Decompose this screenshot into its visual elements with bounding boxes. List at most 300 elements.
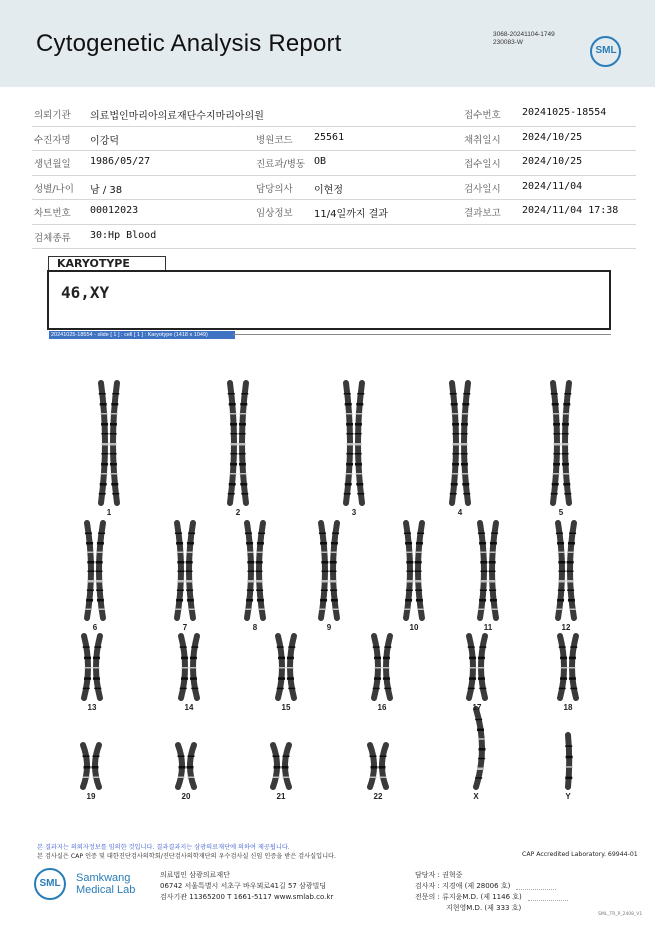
chromosome-13b	[93, 636, 102, 698]
report-title: Cytogenetic Analysis Report	[36, 30, 342, 57]
chromosome-20b	[187, 745, 195, 787]
collect-date-value: 2024/10/25	[522, 131, 583, 143]
chromosome-band	[241, 393, 248, 395]
chromosome-band	[568, 599, 575, 602]
karyogram-image	[40, 348, 640, 808]
report-header	[0, 0, 655, 87]
chromosome-band	[480, 561, 487, 564]
chromosome-band	[98, 609, 105, 611]
chromosome-band	[257, 542, 264, 545]
lab-name-line1: Samkwang	[76, 872, 131, 884]
chromosome-label-10: 10	[409, 623, 419, 632]
footer-logo-text: SML	[39, 878, 61, 889]
info-row	[32, 200, 636, 225]
chromosome-band	[417, 533, 424, 535]
chromosome-band	[283, 756, 290, 758]
chromosome-20a	[178, 745, 186, 787]
report-value: 2024/11/04 17:38	[522, 205, 619, 216]
chromosome-19a	[83, 745, 91, 787]
chromosome-band	[96, 552, 103, 554]
chromosome-band	[321, 590, 328, 592]
chromosome-1b	[110, 383, 120, 503]
chromosome-band	[278, 677, 285, 680]
chromosome-label-4: 4	[457, 508, 463, 517]
chromosome-band	[92, 766, 99, 769]
chromosome-band	[469, 657, 476, 660]
receipt-no-value: 20241025-18554	[522, 107, 607, 118]
chromosome-band	[83, 777, 90, 779]
chromosome-band	[559, 571, 566, 573]
chromosome-band	[96, 590, 103, 592]
chromosome-band	[93, 777, 100, 779]
chromosome-band	[86, 599, 93, 602]
lab-org: 의료법인 삼광의료재단	[160, 871, 230, 879]
chromosome-band	[371, 766, 378, 769]
chromosome-band	[344, 493, 351, 495]
staff-line: 검사자 : 지경애 (제 28006 호)	[415, 882, 511, 890]
chromosome-band	[85, 609, 92, 611]
chromosome-band	[110, 463, 117, 466]
chromosome-9a	[319, 523, 329, 618]
chromosome-band	[553, 463, 560, 466]
chromosome-band	[96, 571, 103, 573]
report-code	[493, 31, 555, 47]
chromosome-14b	[190, 636, 199, 698]
chromosome-17a	[468, 636, 477, 698]
chromosome-band	[558, 580, 565, 583]
chromosome-band	[245, 533, 252, 535]
footer-note-2: 본 검사실은 CAP 인증 및 대한진단검사의학회/진단검사의학재단의 우수검사실 신임 인증을 받은 검사실입니다.	[37, 853, 336, 860]
chromosome-band	[102, 443, 109, 446]
chromosome-band	[93, 667, 100, 669]
chromosome-5a	[551, 383, 561, 503]
chromosome-band	[186, 580, 193, 583]
chromosome-band	[87, 580, 94, 583]
chromosome-label-15: 15	[281, 703, 291, 712]
chromosome-band	[451, 483, 458, 486]
chromosome-band	[463, 493, 470, 495]
chromosome-band	[556, 533, 563, 535]
patient-label: 수진자명	[34, 134, 71, 146]
dob-value: 1986/05/27	[90, 156, 151, 167]
chromosome-band	[553, 423, 560, 426]
chromosome-band	[230, 413, 237, 415]
chromosome-band	[415, 590, 422, 592]
chromosome-band	[256, 590, 263, 592]
signature-icon	[516, 883, 556, 890]
chromosome-band	[479, 688, 486, 690]
chromosome-band	[83, 646, 90, 648]
chromosome-band	[188, 609, 195, 611]
chromosome-band	[229, 403, 236, 406]
chromosome-band	[110, 453, 117, 455]
chromosome-band	[331, 542, 338, 545]
chromosome-8b	[256, 523, 266, 618]
chromosome-band	[563, 413, 570, 415]
chromosome-band	[374, 657, 381, 660]
chromosome-band	[475, 719, 482, 721]
chromosome-band	[478, 533, 485, 535]
chromosome-band	[87, 552, 94, 554]
chromosome-band	[186, 590, 193, 592]
chromosome-band	[461, 463, 468, 466]
chromosome-band	[553, 413, 560, 415]
chromosome-band	[247, 580, 254, 583]
chromosome-2a	[228, 383, 238, 503]
specimen-value: 30:Hp Blood	[90, 229, 157, 241]
chromosome-band	[357, 393, 364, 395]
chromosome-band	[83, 756, 90, 758]
specimen-label: 검체종류	[34, 232, 71, 244]
chromosome-band	[570, 688, 577, 690]
chromosome-band	[557, 599, 564, 602]
chromosome-band	[554, 443, 561, 446]
chromosome-band	[562, 443, 569, 446]
chromosome-band	[489, 552, 496, 554]
chromosome-band	[100, 403, 107, 406]
chromosome-band	[415, 552, 422, 554]
chromosome-label-12: 12	[561, 623, 571, 632]
chromosome-band	[452, 413, 459, 415]
chromosome-band	[96, 580, 103, 583]
chromosome-band	[373, 688, 380, 690]
chromosome-band	[274, 766, 281, 769]
chromosome-band	[330, 552, 337, 554]
chromosome-band	[283, 777, 290, 779]
chromosome-band	[560, 677, 567, 680]
chromosome-band	[379, 766, 386, 769]
signature-icon	[528, 894, 568, 901]
chromosome-label-16: 16	[377, 703, 387, 712]
chromosome-band	[559, 688, 566, 690]
chromosome-band	[231, 443, 238, 446]
sex-age-value: 남 / 38	[90, 184, 123, 196]
receipt-date-label: 접수일시	[464, 159, 501, 170]
chromosome-9b	[330, 523, 340, 618]
karyogram-caption: 20241025-18554 - slide [ 1 ] : cell [ 1 ] : Karyotype (1418 x 1049)	[49, 331, 235, 339]
chromosome-band	[99, 493, 106, 495]
chromosome-band	[452, 463, 459, 466]
chromosome-band	[373, 646, 380, 648]
chromosome-band	[247, 590, 254, 592]
chromosome-band	[470, 667, 477, 669]
chromosome-band	[356, 473, 363, 475]
chromosome-band	[553, 433, 560, 435]
chromosome-band	[404, 609, 411, 611]
chromosome-band	[240, 413, 247, 415]
chromosome-label-21: 21	[276, 792, 286, 801]
chromosome-layer	[83, 383, 578, 787]
chromosome-band	[406, 552, 413, 554]
chromosome-band	[88, 571, 95, 573]
chromosome-band	[228, 493, 235, 495]
lab-contact: 검사기관 11365200 T 1661-5117 www.smlab.co.kr	[160, 893, 334, 901]
chromosome-band	[330, 561, 337, 564]
chromosome-band	[111, 473, 118, 475]
receipt-no-label: 접수번호	[464, 110, 501, 121]
chromosome-band	[239, 453, 246, 455]
info-row	[32, 127, 636, 152]
institution-label: 의뢰기관	[34, 110, 71, 121]
chromosome-22b	[379, 745, 387, 787]
chromosome-band	[405, 542, 412, 545]
chromosome-14a	[180, 636, 189, 698]
chromosome-label-19: 19	[86, 792, 96, 801]
chromosome-band	[370, 756, 377, 758]
info-row	[32, 176, 636, 201]
chromosome-band	[93, 756, 100, 758]
chromosome-band	[101, 433, 108, 435]
chromosome-band	[569, 677, 576, 680]
chromosome-band	[110, 433, 117, 435]
chromosome-label-6: 6	[92, 623, 98, 632]
chromosome-band	[478, 738, 485, 740]
chromosome-11b	[489, 523, 499, 618]
chromosome-band	[182, 667, 189, 669]
chromosome-band	[282, 766, 289, 769]
chromosome-labels	[87, 508, 573, 801]
chromosome-7a	[175, 523, 185, 618]
chromosome-band	[288, 646, 295, 648]
chromosome-band	[561, 667, 568, 669]
chromosome-label-2: 2	[235, 508, 241, 517]
chromosome-band	[110, 423, 117, 426]
chromosome-band	[190, 667, 197, 669]
chromosome-22a	[370, 745, 378, 787]
chromosome-band	[345, 403, 352, 406]
chromosome-band	[383, 657, 390, 660]
chromosome-band	[491, 533, 498, 535]
chromosome-band	[415, 571, 422, 573]
chromosome-band	[462, 413, 469, 415]
chromosome-band	[320, 599, 327, 602]
chromosome-12b	[567, 523, 577, 618]
chromosome-band	[462, 473, 469, 475]
chromosome-band	[461, 423, 468, 426]
chromosome-band	[330, 580, 337, 583]
chromosome-band	[558, 552, 565, 554]
chromosome-band	[570, 646, 577, 648]
chromosome-band	[463, 393, 470, 395]
chromosome-3a	[344, 383, 354, 503]
lab-name-line2: Medical Lab	[76, 884, 136, 896]
chromosome-band	[287, 667, 294, 669]
chromosome-band	[180, 646, 187, 648]
chromosome-label-13: 13	[87, 703, 97, 712]
chromosome-band	[558, 561, 565, 564]
dept-value: OB	[314, 156, 327, 167]
chromosome-band	[277, 688, 284, 690]
chromosome-band	[177, 580, 184, 583]
chromosome-band	[489, 561, 496, 564]
chromosome-15a	[277, 636, 286, 698]
chromosome-label-22: 22	[373, 792, 383, 801]
chromosome-band	[415, 561, 422, 564]
chromosome-band	[246, 599, 253, 602]
chromosome-label-9: 9	[326, 623, 332, 632]
chromosome-4b	[461, 383, 471, 503]
report-code-line1: 3068-20241104-1749	[493, 31, 555, 38]
chromosome-band	[469, 677, 476, 680]
chromosome-band	[475, 777, 482, 779]
chromosome-band	[112, 493, 119, 495]
chromosome-band	[344, 393, 351, 395]
chromosome-band	[480, 552, 487, 554]
caption-divider	[233, 334, 611, 335]
chromosome-label-Y: Y	[565, 792, 571, 801]
chromosome-band	[273, 756, 280, 758]
karyotype-label: KARYOTYPE	[48, 256, 166, 270]
chromosome-band	[101, 463, 108, 466]
chromosome-band	[452, 473, 459, 475]
chromosome-7b	[186, 523, 196, 618]
chromosome-band	[239, 443, 246, 446]
chromosome-band	[248, 571, 255, 573]
chromosome-11a	[478, 523, 488, 618]
chromosome-21a	[273, 745, 281, 787]
chromosome-21b	[282, 745, 290, 787]
chromosome-band	[452, 453, 459, 455]
chromosome-band	[569, 609, 576, 611]
chromosome-band	[450, 493, 457, 495]
chromosome-band	[563, 403, 570, 406]
chromosome-band	[247, 561, 254, 564]
chromosome-band	[101, 453, 108, 455]
staff-line: 담당자 : 권혁중	[415, 871, 463, 879]
chromosome-band	[258, 533, 265, 535]
chromosome-band	[479, 748, 486, 751]
chromosome-band	[566, 766, 573, 768]
chromosome-band	[462, 403, 469, 406]
chromosome-band	[375, 667, 382, 669]
chromosome-band	[97, 542, 104, 545]
chromosome-band	[355, 463, 362, 466]
chromosome-band	[321, 561, 328, 564]
chromosome-band	[346, 473, 353, 475]
chromosome-band	[562, 433, 569, 435]
chromosome-band	[370, 777, 377, 779]
chromosome-band	[187, 766, 194, 769]
chromosome-band	[190, 677, 197, 680]
chromosome-17b	[478, 636, 487, 698]
chromosome-18b	[569, 636, 578, 698]
chromosome-X	[475, 709, 485, 787]
chromosome-label-17: 17	[472, 703, 482, 712]
chromosome-band	[101, 423, 108, 426]
chromosome-band	[273, 777, 280, 779]
chromosome-band	[355, 423, 362, 426]
chromosome-band	[355, 433, 362, 435]
chromosome-band	[96, 561, 103, 564]
chromosome-band	[552, 483, 559, 486]
clinical-value: 11/4일까지 결과	[314, 209, 388, 220]
chromosome-label-1: 1	[106, 508, 112, 517]
chromosome-band	[98, 533, 105, 535]
chromosome-label-7: 7	[182, 623, 188, 632]
chromosome-10b	[415, 523, 425, 618]
chromosome-band	[84, 657, 91, 660]
chromosome-band	[450, 393, 457, 395]
chromosome-band	[404, 533, 411, 535]
chromosome-band	[562, 463, 569, 466]
chromosome-band	[347, 443, 354, 446]
chromosome-band	[346, 453, 353, 455]
chromosome-band	[478, 677, 485, 680]
chromosome-band	[288, 688, 295, 690]
chromosome-label-14: 14	[184, 703, 194, 712]
chromosome-band	[177, 590, 184, 592]
chromosome-band	[256, 580, 263, 583]
chromosome-band	[383, 677, 390, 680]
chromosome-band	[178, 756, 185, 758]
chromosome-band	[93, 657, 100, 660]
chromosome-band	[287, 677, 294, 680]
chromosome-band	[346, 463, 353, 466]
chromosome-band	[230, 453, 237, 455]
chromosome-band	[258, 609, 265, 611]
chromosome-band	[101, 473, 108, 475]
chromosome-band	[558, 590, 565, 592]
chromosome-1a	[99, 383, 109, 503]
chromosome-band	[186, 571, 193, 573]
chromosome-band	[112, 393, 119, 395]
chromosome-band	[384, 688, 391, 690]
chromosome-band	[230, 423, 237, 426]
chromosome-band	[181, 677, 188, 680]
hospital-code-value: 25561	[314, 131, 345, 143]
test-date-value: 2024/11/04	[522, 180, 583, 192]
dob-label: 생년월일	[34, 159, 71, 170]
karyotype-value: 46,XY	[61, 283, 110, 302]
lab-address: 06742 서울특별시 서초구 바우뫼로41길 57 삼광빌딩	[160, 882, 327, 890]
chromosome-band	[416, 542, 423, 545]
chromosome-band	[110, 443, 117, 446]
chromosome-band	[230, 463, 237, 466]
chromosome-band	[111, 403, 118, 406]
chromosome-band	[87, 590, 94, 592]
chromosome-band	[567, 580, 574, 583]
test-date-label: 검사일시	[464, 183, 501, 195]
collect-date-label: 채취일시	[464, 134, 501, 146]
chromosome-band	[240, 483, 247, 486]
chromosome-Y	[565, 735, 572, 787]
chromosome-band	[478, 609, 485, 611]
chromosome-band	[564, 493, 571, 495]
chromosome-band	[551, 393, 558, 395]
chromosome-band	[355, 453, 362, 455]
chromosome-label-11: 11	[483, 623, 493, 632]
chromosome-band	[176, 599, 183, 602]
chromosome-19b	[92, 745, 100, 787]
chromosome-band	[188, 777, 195, 779]
chromosome-band	[560, 657, 567, 660]
footer-note-1: 본 결과지는 의뢰자정보를 임의한 것입니다. 결과결과지는 삼광의료재단에 의하여 제공됩니다.	[37, 844, 290, 851]
chromosome-band	[477, 768, 484, 771]
chromosome-4a	[450, 383, 460, 503]
chromosome-band	[415, 580, 422, 583]
chromosome-band	[563, 473, 570, 475]
chromosome-band	[84, 766, 91, 769]
chromosome-band	[229, 483, 236, 486]
chromosome-band	[553, 473, 560, 475]
chromosome-band	[479, 646, 486, 648]
chromosome-band	[228, 393, 235, 395]
lab-info	[160, 870, 333, 903]
chromosome-band	[320, 542, 327, 545]
chromosome-label-3: 3	[351, 508, 357, 517]
chromosome-band	[178, 571, 185, 573]
chromosome-band	[562, 423, 569, 426]
